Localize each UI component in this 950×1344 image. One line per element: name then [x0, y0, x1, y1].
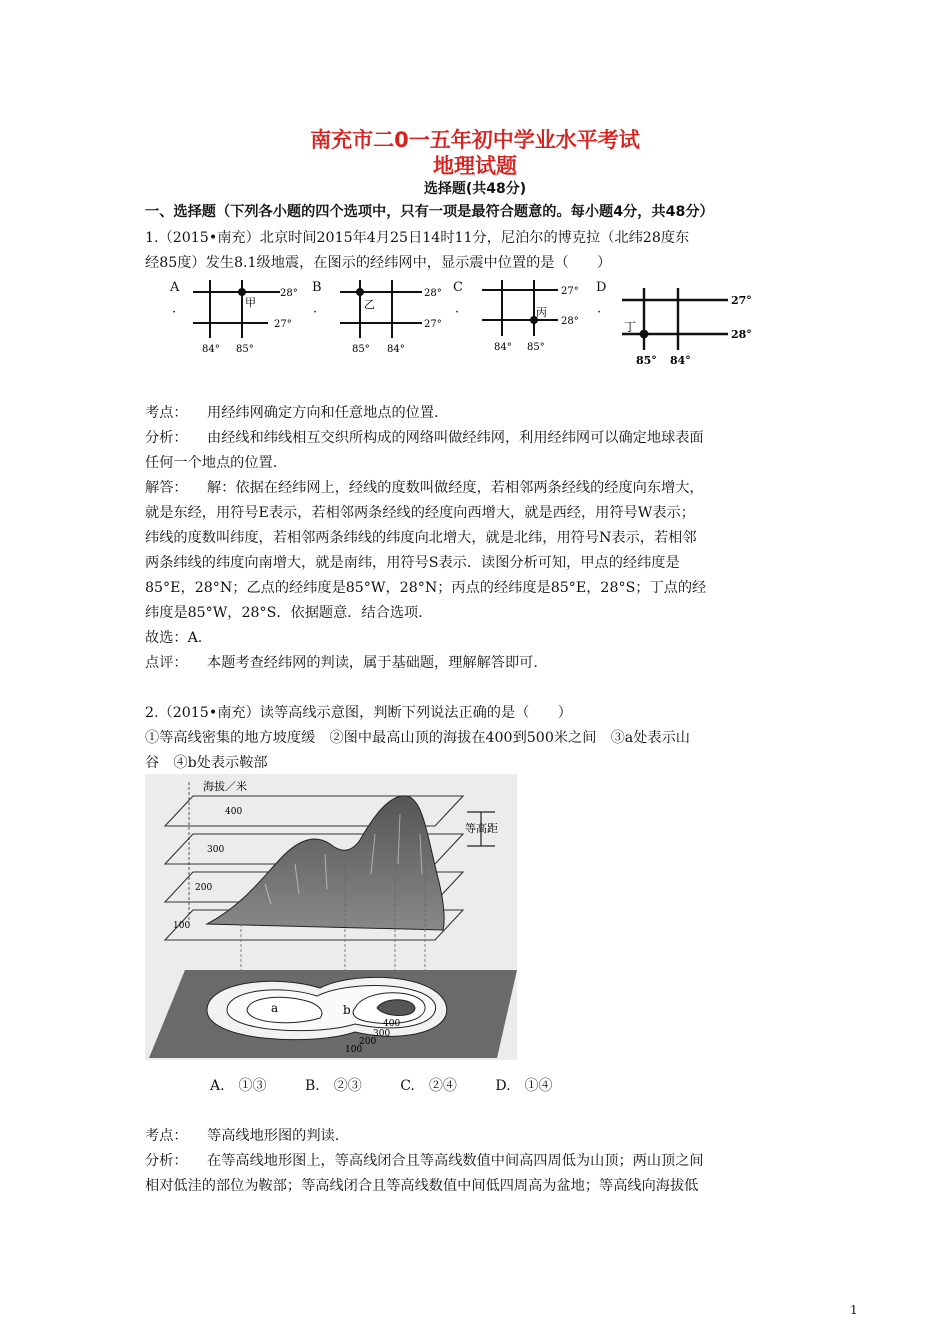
q2-fenxi-line1: 在等高线地形图上，等高线闭合且等高线数值中间高四周低为山顶；两山顶之间: [207, 1153, 704, 1169]
q1-dianping-label: 点评：: [145, 655, 188, 671]
plane-label-200: 200: [195, 883, 213, 893]
q2-option-a: A. ①③: [210, 1078, 267, 1094]
graticule-b-point: [356, 288, 364, 296]
option-c-letter: C: [453, 280, 463, 295]
q2-fenxi-line2: 相对低洼的部位为鞍部；等高线闭合且等高线数值中间低四周高为盆地；等高线向海拔低: [145, 1178, 699, 1194]
q1-kaodian-text: 用经纬网确定方向和任意地点的位置.: [207, 405, 439, 421]
graticule-b-point-label: 乙: [364, 298, 375, 311]
graticule-b-lon-right: 84°: [387, 344, 405, 355]
graticule-d-point-label: 丁: [624, 320, 637, 334]
q1-jieda-line6: 纬度是85°W，28°S．依据题意．结合选项.: [145, 605, 423, 621]
graticule-a-point: [238, 288, 246, 296]
graticule-d: [616, 286, 756, 374]
plane-label-300: 300: [207, 845, 225, 855]
axis-label: 海拔／米: [203, 780, 247, 793]
graticule-d-lon-left: 85°: [636, 354, 657, 367]
q2-kaodian-label: 考点：: [145, 1128, 188, 1144]
q1-jieda: [145, 479, 815, 497]
q1-fenxi-line2: 任何一个地点的位置.: [145, 455, 278, 471]
section-header: 选择题(共48分): [423, 181, 527, 197]
point-b-label: b: [343, 1003, 351, 1017]
q1-jieda-line5: 85°E，28°N；乙点的经纬度是85°W，28°N；丙点的经纬度是85°E，28°S；丁点的经: [145, 580, 707, 596]
q1-stem-line1: 1.（2015•南充）北京时间2015年4月25日14时11分，尼泊尔的博克拉（北纬28度东: [145, 230, 690, 246]
q1-kaodian: [145, 404, 815, 422]
option-b-letter: B: [312, 280, 322, 295]
graticule-a-lon-right: 85°: [236, 344, 254, 355]
q2-statements-line2: 谷 ④b处表示鞍部: [145, 755, 268, 771]
graticule-a: [188, 278, 308, 362]
q2-fenxi: [145, 1152, 815, 1170]
graticule-b-lon-left: 85°: [352, 344, 370, 355]
q1-stem-line2: 经85度）发生8.1级地震，在图示的经纬网中，显示震中位置的是（ ）: [145, 255, 612, 271]
graticule-b: [332, 278, 452, 362]
graticule-c: [474, 278, 594, 362]
graticule-a-lat-top: 28°: [280, 288, 298, 299]
graticule-c-lat-bottom: 28°: [561, 316, 579, 327]
plane-label-100: 100: [173, 921, 191, 931]
point-a-label: a: [271, 1001, 279, 1015]
q2-option-b: B. ②③: [305, 1078, 362, 1094]
interval-label: 等高距: [465, 822, 498, 835]
section-title: 一、选择题（下列各小题的四个选项中，只有一项是最符合题意的。每小题4分，共48分）: [145, 204, 714, 220]
q1-jieda-label: 解答：: [145, 480, 188, 496]
page-number: 1: [850, 1303, 858, 1317]
option-d-dot: ·: [597, 305, 602, 320]
q1-jieda-line3: 纬线的度数叫纬度，若相邻两条纬线的纬度向北增大，就是北纬，用符号N表示，若相邻: [145, 530, 697, 546]
q1-jieda-line2: 就是东经，用符号E表示，若相邻两条经线的经度向西增大，就是西经，用符号W表示；: [145, 505, 695, 521]
plane-label-400: 400: [225, 807, 243, 817]
contour-label-100: 100: [345, 1045, 363, 1055]
graticule-a-lon-left: 84°: [202, 344, 220, 355]
q1-jieda-line4: 两条纬线的纬度向南增大，就是南纬，用符号S表示．读图分析可知，甲点的经纬度是: [145, 555, 680, 571]
q2-option-c: C. ②④: [400, 1078, 457, 1094]
graticule-c-lat-top: 27°: [561, 286, 579, 297]
page-subtitle: 地理试题: [433, 154, 517, 178]
q2-answer-options: [210, 1075, 587, 1095]
q1-jieda-line1: 解：依据在经纬网上，经线的度数叫做经度，若相邻两条经线的经度向东增大，: [207, 480, 704, 496]
contour-label-300: 300: [373, 1029, 391, 1039]
q1-fenxi: [145, 429, 815, 447]
q1-dianping-text: 本题考查经纬网的判读，属于基础题，理解解答即可.: [207, 655, 538, 671]
q2-statements-line1: ①等高线密集的地方坡度缓 ②图中最高山顶的海拔在400到500米之间 ③a处表示山: [145, 730, 690, 746]
graticule-a-point-label: 甲: [245, 296, 256, 309]
q1-fenxi-line1: 由经线和纬线相互交织所构成的网络叫做经纬网，利用经纬网可以确定地球表面: [207, 430, 704, 446]
q1-dianping: [145, 654, 815, 672]
option-a-letter: A: [170, 280, 180, 295]
contour-label-200: 200: [359, 1037, 377, 1047]
graticule-d-lat-top: 27°: [731, 294, 752, 307]
q2-kaodian-text: 等高线地形图的判读.: [207, 1128, 340, 1144]
graticule-c-lon-right: 85°: [527, 342, 545, 353]
option-c-dot: ·: [455, 305, 460, 320]
graticule-b-lat-top: 28°: [424, 288, 442, 299]
q2-stem: 2.（2015•南充）读等高线示意图，判断下列说法正确的是（ ）: [145, 705, 572, 721]
q2-kaodian: [145, 1127, 815, 1145]
option-b-dot: ·: [313, 305, 318, 320]
graticule-d-lat-bottom: 28°: [731, 328, 752, 341]
contour-label-400: 400: [383, 1019, 401, 1029]
q1-answer: 故选：A.: [145, 630, 203, 646]
contour-figure: [145, 774, 517, 1064]
graticule-d-point: [640, 330, 649, 339]
q2-option-d: D. ①④: [495, 1078, 553, 1094]
graticule-c-lon-left: 84°: [494, 342, 512, 353]
q1-kaodian-label: 考点：: [145, 405, 188, 421]
option-a-dot: ·: [172, 305, 177, 320]
graticule-b-lat-bottom: 27°: [424, 319, 442, 330]
graticule-d-lon-right: 84°: [670, 354, 691, 367]
q1-fenxi-label: 分析：: [145, 430, 188, 446]
option-d-letter: D: [596, 280, 607, 295]
q2-fenxi-label: 分析：: [145, 1153, 188, 1169]
graticule-a-lat-bottom: 27°: [274, 319, 292, 330]
graticule-c-point-label: 丙: [536, 306, 547, 319]
page-title: 南充市二0一五年初中学业水平考试: [310, 128, 640, 152]
